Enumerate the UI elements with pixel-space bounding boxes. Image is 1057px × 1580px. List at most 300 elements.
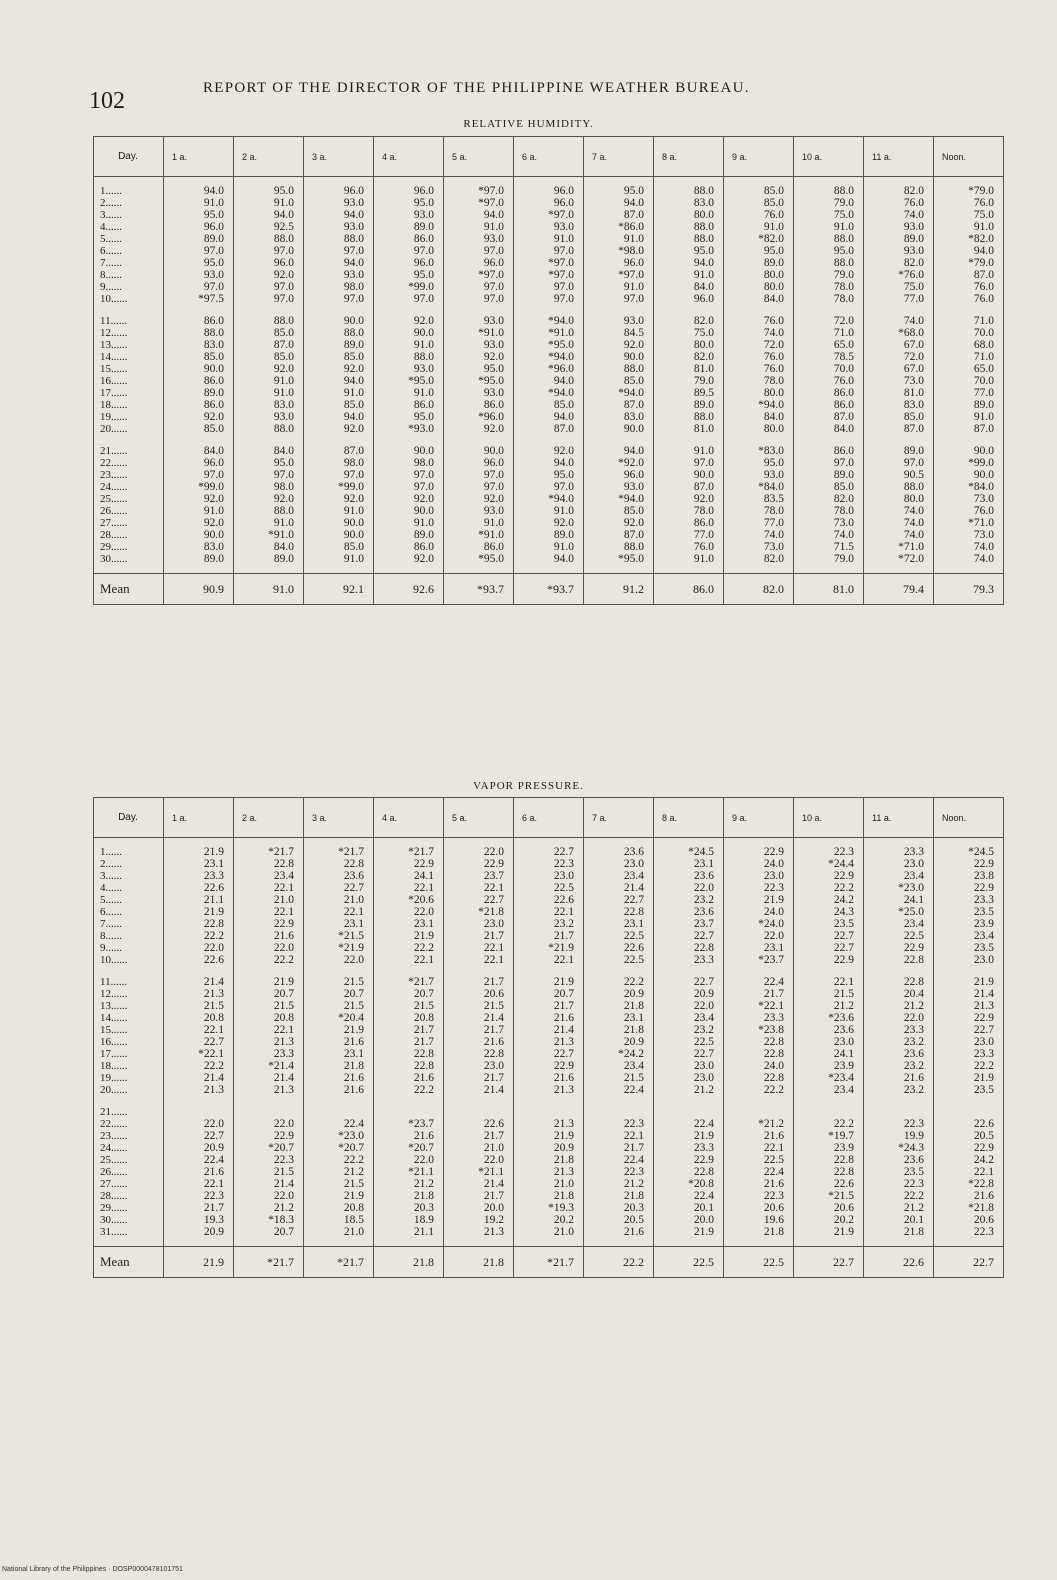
mean-row	[94, 574, 1004, 605]
day-label: 12......	[94, 988, 164, 1000]
value-cell: 78.0	[654, 505, 724, 517]
value-cell: 21.6	[864, 1072, 934, 1084]
value-cell: 22.8	[444, 1048, 514, 1060]
column-header: 9 a.	[724, 798, 794, 838]
value-cell: 92.0	[164, 517, 234, 529]
value-cell: 21.6	[234, 930, 304, 942]
value-cell: 89.0	[864, 233, 934, 245]
spacer-cell	[374, 305, 444, 315]
value-cell: 92.0	[654, 493, 724, 505]
value-cell: 95.0	[164, 209, 234, 221]
value-cell: 76.0	[724, 315, 794, 327]
spacer-cell	[374, 838, 444, 847]
value-cell: 93.0	[724, 469, 794, 481]
value-cell: 88.0	[794, 185, 864, 197]
value-cell: 22.8	[724, 1072, 794, 1084]
value-cell: 90.0	[654, 469, 724, 481]
value-cell: 22.6	[934, 1118, 1004, 1130]
day-label: 22......	[94, 1118, 164, 1130]
value-cell: *19.3	[514, 1202, 584, 1214]
value-cell: 91.0	[304, 387, 374, 399]
value-cell: 20.9	[514, 1142, 584, 1154]
value-cell: *23.6	[794, 1012, 864, 1024]
value-cell: 23.6	[654, 870, 724, 882]
value-cell: 21.6	[724, 1178, 794, 1190]
value-cell: 23.7	[654, 918, 724, 930]
value-cell: 97.0	[584, 293, 654, 305]
mean-row	[94, 1247, 1004, 1278]
day-label: 25......	[94, 1154, 164, 1166]
spacer-row	[94, 1096, 1004, 1106]
table-row	[94, 1036, 1004, 1048]
value-cell: 83.0	[164, 339, 234, 351]
value-cell: 20.9	[164, 1142, 234, 1154]
value-cell: *84.0	[934, 481, 1004, 493]
table-row	[94, 399, 1004, 411]
value-cell: 21.9	[654, 1226, 724, 1238]
value-cell: 93.0	[864, 221, 934, 233]
spacer-cell	[374, 435, 444, 445]
value-cell: 91.0	[444, 517, 514, 529]
spacer-cell	[234, 305, 304, 315]
value-cell: 22.8	[654, 942, 724, 954]
value-cell: 21.7	[444, 1072, 514, 1084]
table-row	[94, 1202, 1004, 1214]
value-cell: 89.0	[864, 445, 934, 457]
spacer-cell	[444, 966, 514, 976]
mean-value: 22.7	[794, 1247, 864, 1278]
spacer-cell	[724, 177, 794, 186]
value-cell: 21.7	[514, 930, 584, 942]
value-cell: *95.0	[584, 553, 654, 565]
value-cell: 21.7	[724, 988, 794, 1000]
mean-value: 22.5	[654, 1247, 724, 1278]
value-cell: *97.0	[444, 197, 514, 209]
value-cell: 83.0	[234, 399, 304, 411]
value-cell: 23.2	[514, 918, 584, 930]
value-cell: *71.0	[934, 517, 1004, 529]
table-row	[94, 481, 1004, 493]
value-cell	[584, 1106, 654, 1118]
value-cell: *99.0	[304, 481, 374, 493]
value-cell: 21.2	[794, 1000, 864, 1012]
day-label: 14......	[94, 351, 164, 363]
value-cell: 97.0	[514, 281, 584, 293]
value-cell: 75.0	[934, 209, 1004, 221]
spacer-cell	[654, 435, 724, 445]
spacer-cell	[234, 435, 304, 445]
table-row	[94, 918, 1004, 930]
value-cell: 89.0	[374, 529, 444, 541]
value-cell: *91.0	[514, 327, 584, 339]
value-cell: 24.0	[724, 1060, 794, 1072]
table-row	[94, 858, 1004, 870]
column-header: 4 a.	[374, 137, 444, 177]
mean-value: 22.7	[934, 1247, 1004, 1278]
value-cell: 21.4	[444, 1084, 514, 1096]
spacer-cell	[374, 177, 444, 186]
value-cell: *21.4	[234, 1060, 304, 1072]
value-cell: 21.7	[514, 1000, 584, 1012]
value-cell: 97.0	[374, 245, 444, 257]
mean-value: 21.8	[444, 1247, 514, 1278]
value-cell: 22.7	[304, 882, 374, 894]
day-label: 21......	[94, 445, 164, 457]
spacer-cell	[444, 177, 514, 186]
table-row	[94, 197, 1004, 209]
value-cell: 93.0	[444, 315, 514, 327]
value-cell: 23.3	[654, 954, 724, 966]
value-cell: 23.9	[794, 1142, 864, 1154]
table-row	[94, 387, 1004, 399]
value-cell: 23.4	[864, 870, 934, 882]
value-cell	[444, 1106, 514, 1118]
value-cell: 86.0	[444, 541, 514, 553]
value-cell: 95.0	[514, 469, 584, 481]
value-cell: 88.0	[654, 233, 724, 245]
spacer-cell	[794, 305, 864, 315]
value-cell: 67.0	[864, 339, 934, 351]
table-row	[94, 493, 1004, 505]
value-cell: 76.0	[934, 281, 1004, 293]
value-cell: 22.9	[514, 1060, 584, 1072]
value-cell: 84.0	[654, 281, 724, 293]
value-cell: 96.0	[584, 469, 654, 481]
value-cell: 21.5	[584, 1072, 654, 1084]
value-cell: 88.0	[234, 315, 304, 327]
value-cell: 22.1	[234, 1024, 304, 1036]
value-cell: 70.0	[934, 327, 1004, 339]
value-cell: 23.2	[864, 1060, 934, 1072]
value-cell: 20.9	[164, 1226, 234, 1238]
value-cell: 98.0	[304, 457, 374, 469]
value-cell: 92.0	[584, 517, 654, 529]
table-row	[94, 269, 1004, 281]
value-cell: 21.6	[514, 1072, 584, 1084]
value-cell: 90.0	[584, 351, 654, 363]
value-cell: 73.0	[724, 541, 794, 553]
value-cell: 23.1	[304, 1048, 374, 1060]
value-cell: 97.0	[514, 293, 584, 305]
value-cell: 21.3	[934, 1000, 1004, 1012]
value-cell: *23.7	[374, 1118, 444, 1130]
value-cell: *22.8	[934, 1178, 1004, 1190]
table-row	[94, 529, 1004, 541]
value-cell: 22.7	[794, 942, 864, 954]
spacer-cell	[304, 966, 374, 976]
value-cell: 94.0	[304, 411, 374, 423]
spacer-cell	[584, 1096, 654, 1106]
table-row	[94, 315, 1004, 327]
value-cell: 23.4	[234, 870, 304, 882]
value-cell: 21.6	[584, 1226, 654, 1238]
value-cell: 71.0	[794, 327, 864, 339]
day-label: 13......	[94, 1000, 164, 1012]
spacer-cell	[374, 1096, 444, 1106]
value-cell: 22.8	[794, 1166, 864, 1178]
table-row	[94, 327, 1004, 339]
value-cell: 21.6	[304, 1084, 374, 1096]
value-cell: 92.0	[304, 363, 374, 375]
value-cell: *21.7	[374, 846, 444, 858]
value-cell: 24.0	[724, 858, 794, 870]
value-cell: 94.0	[514, 375, 584, 387]
value-cell: 85.0	[164, 351, 234, 363]
value-cell: 85.0	[584, 505, 654, 517]
value-cell: 90.0	[374, 327, 444, 339]
value-cell: 23.0	[724, 870, 794, 882]
page-number: 102	[89, 88, 125, 114]
value-cell: 96.0	[584, 257, 654, 269]
humidity-title: RELATIVE HUMIDITY.	[463, 118, 594, 130]
spacer-cell	[654, 966, 724, 976]
humidity-table	[93, 136, 1004, 605]
value-cell: 76.0	[654, 541, 724, 553]
value-cell: 21.0	[444, 1142, 514, 1154]
value-cell: 22.6	[164, 882, 234, 894]
value-cell: 22.5	[514, 882, 584, 894]
spacer-cell	[654, 838, 724, 847]
spacer-cell	[724, 966, 794, 976]
value-cell: 93.0	[444, 505, 514, 517]
value-cell: 95.0	[234, 457, 304, 469]
value-cell: 24.0	[724, 906, 794, 918]
mean-value: 91.2	[584, 574, 654, 605]
value-cell: 84.0	[234, 541, 304, 553]
table-row	[94, 1154, 1004, 1166]
value-cell: 20.2	[514, 1214, 584, 1226]
value-cell: 76.0	[724, 351, 794, 363]
value-cell: *21.7	[304, 846, 374, 858]
value-cell: *23.0	[864, 882, 934, 894]
spacer-cell	[724, 1238, 794, 1247]
value-cell: *97.5	[164, 293, 234, 305]
value-cell: *97.0	[584, 269, 654, 281]
value-cell: 94.0	[304, 375, 374, 387]
spacer-cell	[234, 1238, 304, 1247]
value-cell: *20.7	[234, 1142, 304, 1154]
vapor-header-row	[94, 798, 1004, 838]
value-cell: 88.0	[654, 411, 724, 423]
value-cell: 21.0	[234, 894, 304, 906]
value-cell: 83.0	[164, 541, 234, 553]
day-label: 5......	[94, 233, 164, 245]
spacer-cell	[94, 1238, 164, 1247]
value-cell	[234, 1106, 304, 1118]
value-cell: 97.0	[234, 245, 304, 257]
spacer-row	[94, 838, 1004, 847]
value-cell: 88.0	[794, 233, 864, 245]
column-header: 10 a.	[794, 798, 864, 838]
value-cell: *79.0	[934, 185, 1004, 197]
value-cell: 90.5	[864, 469, 934, 481]
value-cell: 87.0	[934, 269, 1004, 281]
value-cell: 73.0	[864, 375, 934, 387]
value-cell: *22.1	[164, 1048, 234, 1060]
value-cell: 21.9	[234, 976, 304, 988]
value-cell: 92.0	[374, 315, 444, 327]
value-cell: 21.5	[304, 1000, 374, 1012]
spacer-cell	[934, 1096, 1004, 1106]
value-cell: 23.6	[864, 1154, 934, 1166]
value-cell: 92.0	[234, 493, 304, 505]
value-cell: 23.3	[724, 1012, 794, 1024]
value-cell: 90.0	[304, 315, 374, 327]
value-cell: *95.0	[444, 553, 514, 565]
value-cell: *84.0	[724, 481, 794, 493]
spacer-cell	[934, 177, 1004, 186]
spacer-cell	[724, 305, 794, 315]
value-cell: 86.0	[794, 399, 864, 411]
value-cell: 80.0	[724, 423, 794, 435]
value-cell: 22.9	[864, 942, 934, 954]
value-cell	[794, 1106, 864, 1118]
value-cell: 84.0	[724, 293, 794, 305]
value-cell: *97.0	[444, 185, 514, 197]
value-cell: 24.1	[794, 1048, 864, 1060]
value-cell: *21.7	[374, 976, 444, 988]
value-cell: 88.0	[794, 257, 864, 269]
value-cell: *94.0	[584, 493, 654, 505]
value-cell: 23.1	[374, 918, 444, 930]
value-cell: *21.1	[374, 1166, 444, 1178]
value-cell: 22.0	[864, 1012, 934, 1024]
value-cell: 92.0	[444, 351, 514, 363]
value-cell: 22.9	[724, 846, 794, 858]
value-cell: 76.0	[724, 209, 794, 221]
value-cell: 22.2	[724, 1084, 794, 1096]
value-cell: 22.2	[374, 1084, 444, 1096]
value-cell: *24.3	[864, 1142, 934, 1154]
value-cell: 21.9	[514, 976, 584, 988]
value-cell: 24.2	[934, 1154, 1004, 1166]
table-row	[94, 457, 1004, 469]
value-cell: 95.0	[444, 363, 514, 375]
spacer-cell	[304, 435, 374, 445]
value-cell: 20.3	[374, 1202, 444, 1214]
value-cell: 22.1	[514, 954, 584, 966]
value-cell: 20.7	[304, 988, 374, 1000]
column-header: 1 a.	[164, 137, 234, 177]
spacer-cell	[164, 1096, 234, 1106]
value-cell: 23.4	[864, 918, 934, 930]
table-row	[94, 870, 1004, 882]
value-cell: 82.0	[794, 493, 864, 505]
value-cell: 21.8	[584, 1024, 654, 1036]
value-cell: 97.0	[304, 293, 374, 305]
day-label: 13......	[94, 339, 164, 351]
value-cell: 92.0	[304, 423, 374, 435]
value-cell: 24.3	[794, 906, 864, 918]
value-cell: 22.4	[724, 976, 794, 988]
value-cell: 91.0	[234, 375, 304, 387]
value-cell: 86.0	[794, 387, 864, 399]
mean-value: 22.5	[724, 1247, 794, 1278]
column-header: 8 a.	[654, 137, 724, 177]
value-cell: 22.7	[164, 1036, 234, 1048]
spacer-cell	[794, 435, 864, 445]
value-cell: 97.0	[864, 457, 934, 469]
value-cell: 21.5	[304, 1178, 374, 1190]
value-cell: 92.0	[374, 493, 444, 505]
value-cell: 90.0	[374, 445, 444, 457]
value-cell: 97.0	[444, 293, 514, 305]
day-label: 2......	[94, 197, 164, 209]
value-cell: 86.0	[794, 445, 864, 457]
value-cell: 22.3	[234, 1154, 304, 1166]
spacer-cell	[584, 565, 654, 574]
mean-value: *21.7	[304, 1247, 374, 1278]
value-cell: *20.4	[304, 1012, 374, 1024]
value-cell: 23.1	[584, 1012, 654, 1024]
day-label: 1......	[94, 185, 164, 197]
value-cell: 96.0	[514, 185, 584, 197]
value-cell: 74.0	[724, 327, 794, 339]
value-cell: 21.1	[374, 1226, 444, 1238]
value-cell: 20.5	[584, 1214, 654, 1226]
value-cell: 22.5	[864, 930, 934, 942]
value-cell: 86.0	[444, 399, 514, 411]
spacer-row	[94, 435, 1004, 445]
value-cell: 90.0	[934, 469, 1004, 481]
spacer-cell	[304, 177, 374, 186]
value-cell: 22.8	[374, 1060, 444, 1072]
value-cell: 91.0	[934, 221, 1004, 233]
column-header: 3 a.	[304, 798, 374, 838]
spacer-cell	[654, 1238, 724, 1247]
value-cell: 96.0	[374, 257, 444, 269]
value-cell: 23.4	[654, 1012, 724, 1024]
table-row	[94, 954, 1004, 966]
value-cell: 23.3	[654, 1142, 724, 1154]
value-cell: 77.0	[934, 387, 1004, 399]
value-cell: 23.3	[864, 1024, 934, 1036]
spacer-cell	[654, 1096, 724, 1106]
value-cell: 80.0	[654, 339, 724, 351]
value-cell: 91.0	[654, 553, 724, 565]
value-cell: 88.0	[234, 505, 304, 517]
table-row	[94, 411, 1004, 423]
value-cell: 22.1	[794, 976, 864, 988]
value-cell: 77.0	[864, 293, 934, 305]
value-cell: 22.0	[164, 1118, 234, 1130]
value-cell: 82.0	[654, 351, 724, 363]
value-cell: 82.0	[724, 553, 794, 565]
mean-value: 82.0	[724, 574, 794, 605]
value-cell: 20.5	[934, 1130, 1004, 1142]
value-cell: 73.0	[934, 493, 1004, 505]
value-cell: 78.0	[794, 293, 864, 305]
value-cell: 22.3	[584, 1118, 654, 1130]
value-cell	[864, 1106, 934, 1118]
value-cell: 89.0	[724, 257, 794, 269]
value-cell: 22.8	[304, 858, 374, 870]
table-row	[94, 1060, 1004, 1072]
spacer-cell	[234, 565, 304, 574]
value-cell: 97.0	[304, 469, 374, 481]
value-cell: 97.0	[444, 481, 514, 493]
value-cell: 71.5	[794, 541, 864, 553]
value-cell: 22.0	[164, 942, 234, 954]
mean-value: 90.9	[164, 574, 234, 605]
value-cell: 21.3	[514, 1084, 584, 1096]
value-cell: 21.8	[514, 1154, 584, 1166]
value-cell: 21.3	[234, 1036, 304, 1048]
value-cell: 22.9	[234, 918, 304, 930]
value-cell: 86.0	[374, 233, 444, 245]
day-label: 3......	[94, 209, 164, 221]
value-cell: 93.0	[234, 411, 304, 423]
